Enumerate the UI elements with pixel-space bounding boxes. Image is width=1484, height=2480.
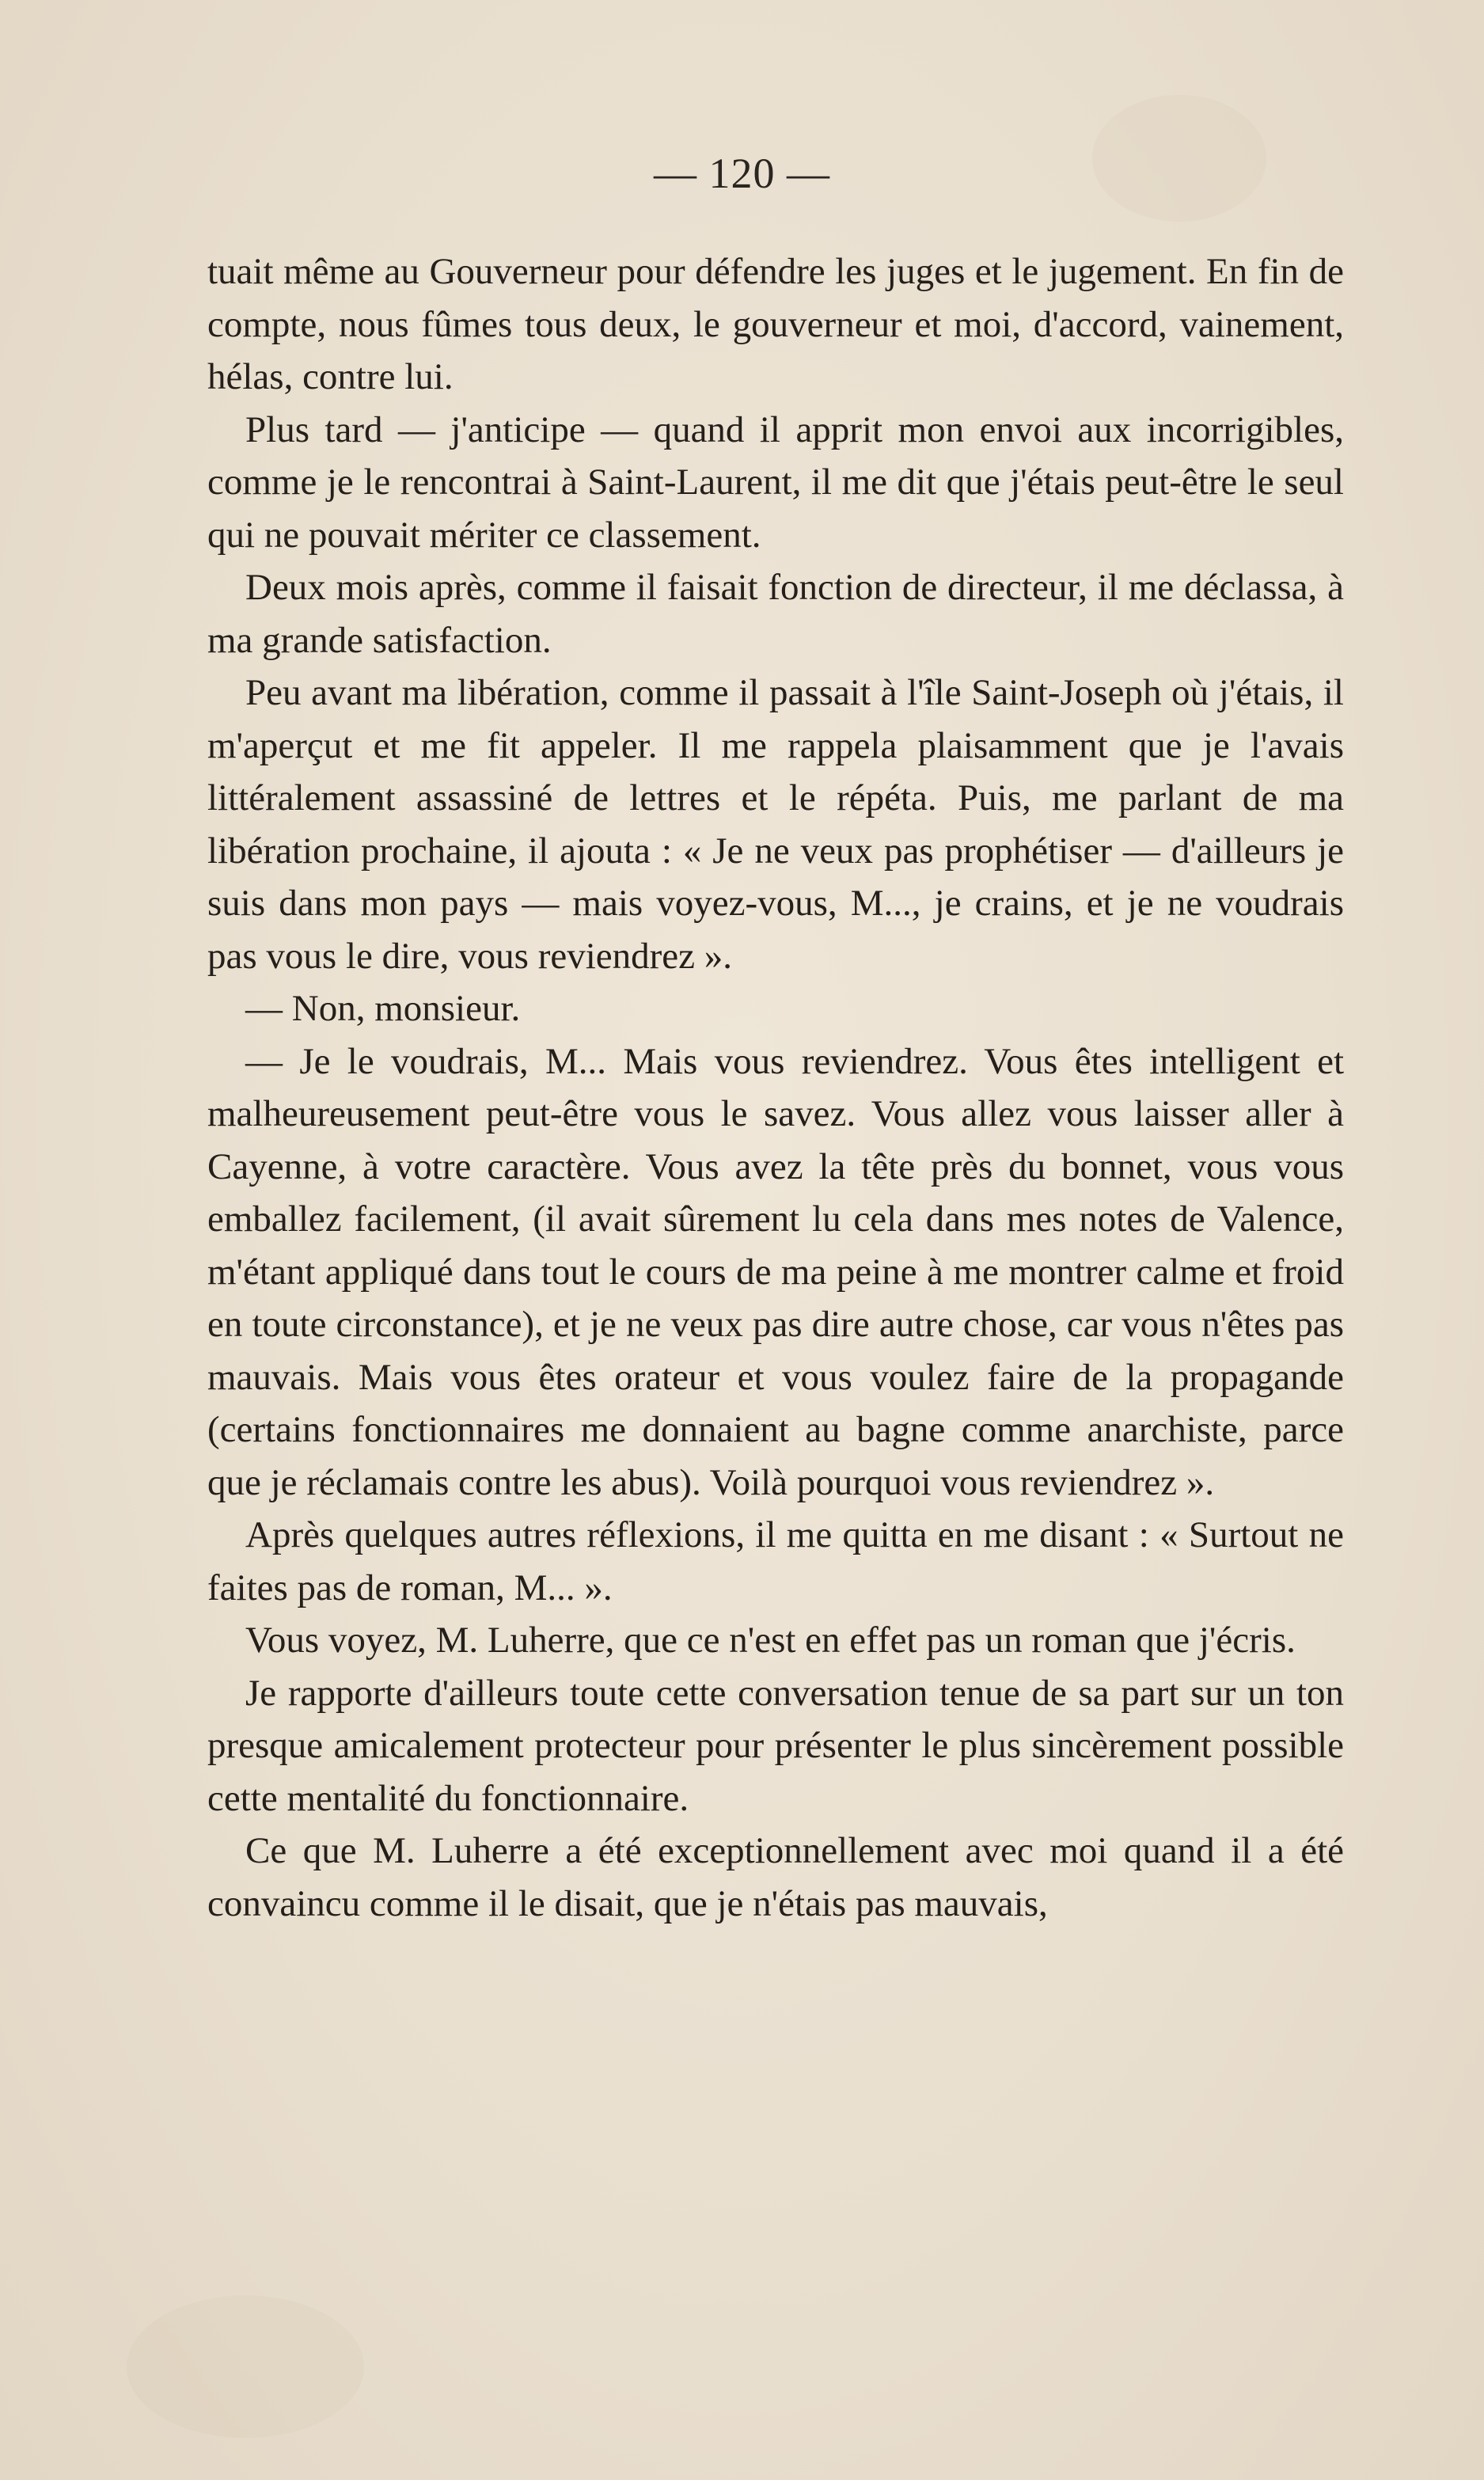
paragraph: — Non, monsieur. [245, 988, 521, 1029]
paragraph: Je rapporte d'ailleurs toute cette conversation tenue de sa part sur un ton presque amicalement protecteur pour présenter le plus sincèrement possible cette mentalité du fonctionnaire. [207, 1672, 1344, 1819]
paper-stain [127, 2296, 364, 2438]
paragraph: Deux mois après, comme il faisait fonction de directeur, il me déclassa, à ma grande satisfaction. [207, 567, 1344, 661]
paragraph: — Je le voudrais, M... Mais vous reviendrez. Vous êtes intelligent et malheureusement peut-être vous le savez. Vous allez vous laisser aller à Cayenne, à votre caractère. Vous avez la tête près du bonnet, vous vous emballez facilement, (il avait sûrement lu cela dans mes notes de Valence, m'étant appliqué dans tout le cours de ma peine à me montrer calme et froid en toute circonstance), et je ne veux pas dire autre chose, car vous n'êtes pas mauvais. Mais vous êtes orateur et vous voulez faire de la propagande (certains fonctionnaires me donnaient au bagne comme anarchiste, parce que je réclamais contre les abus). Voilà pourquoi vous reviendrez ». [207, 1040, 1344, 1503]
body-text [207, 245, 1344, 1930]
page-number: — 120 — [654, 150, 830, 197]
paragraph: Vous voyez, M. Luherre, que ce n'est en effet pas un roman que j'écris. [245, 1620, 1296, 1661]
paragraph: Peu avant ma libération, comme il passait à l'île Saint-Joseph où j'étais, il m'aperçut et me fit appeler. Il me rappela plaisamment que je l'avais littéralement assassiné de lettres et le répéta. Puis, me parlant de ma libération prochaine, il ajouta : « Je ne veux pas prophétiser — d'ailleurs je suis dans mon pays — mais voyez-vous, M..., je crains, et je ne voudrais pas vous le dire, vous reviendrez ». [207, 672, 1344, 977]
paragraph: Plus tard — j'anticipe — quand il apprit mon envoi aux incorrigibles, comme je le rencontrai à Saint-Laurent, il me dit que j'étais peut-être le seul qui ne pouvait mériter ce classement. [207, 408, 1344, 556]
paragraph: Après quelques autres réflexions, il me quitta en me disant : « Surtout ne faites pas de roman, M... ». [207, 1514, 1344, 1608]
paragraph: tuait même au Gouverneur pour défendre les juges et le jugement. En fin de compte, nous fûmes tous deux, le gouverneur et moi, d'accord, vainement, hélas, contre lui. [207, 251, 1344, 397]
paragraph: Ce que M. Luherre a été exceptionnellement avec moi quand il a été convaincu comme il le disait, que je n'étais pas mauvais, [207, 1830, 1344, 1924]
